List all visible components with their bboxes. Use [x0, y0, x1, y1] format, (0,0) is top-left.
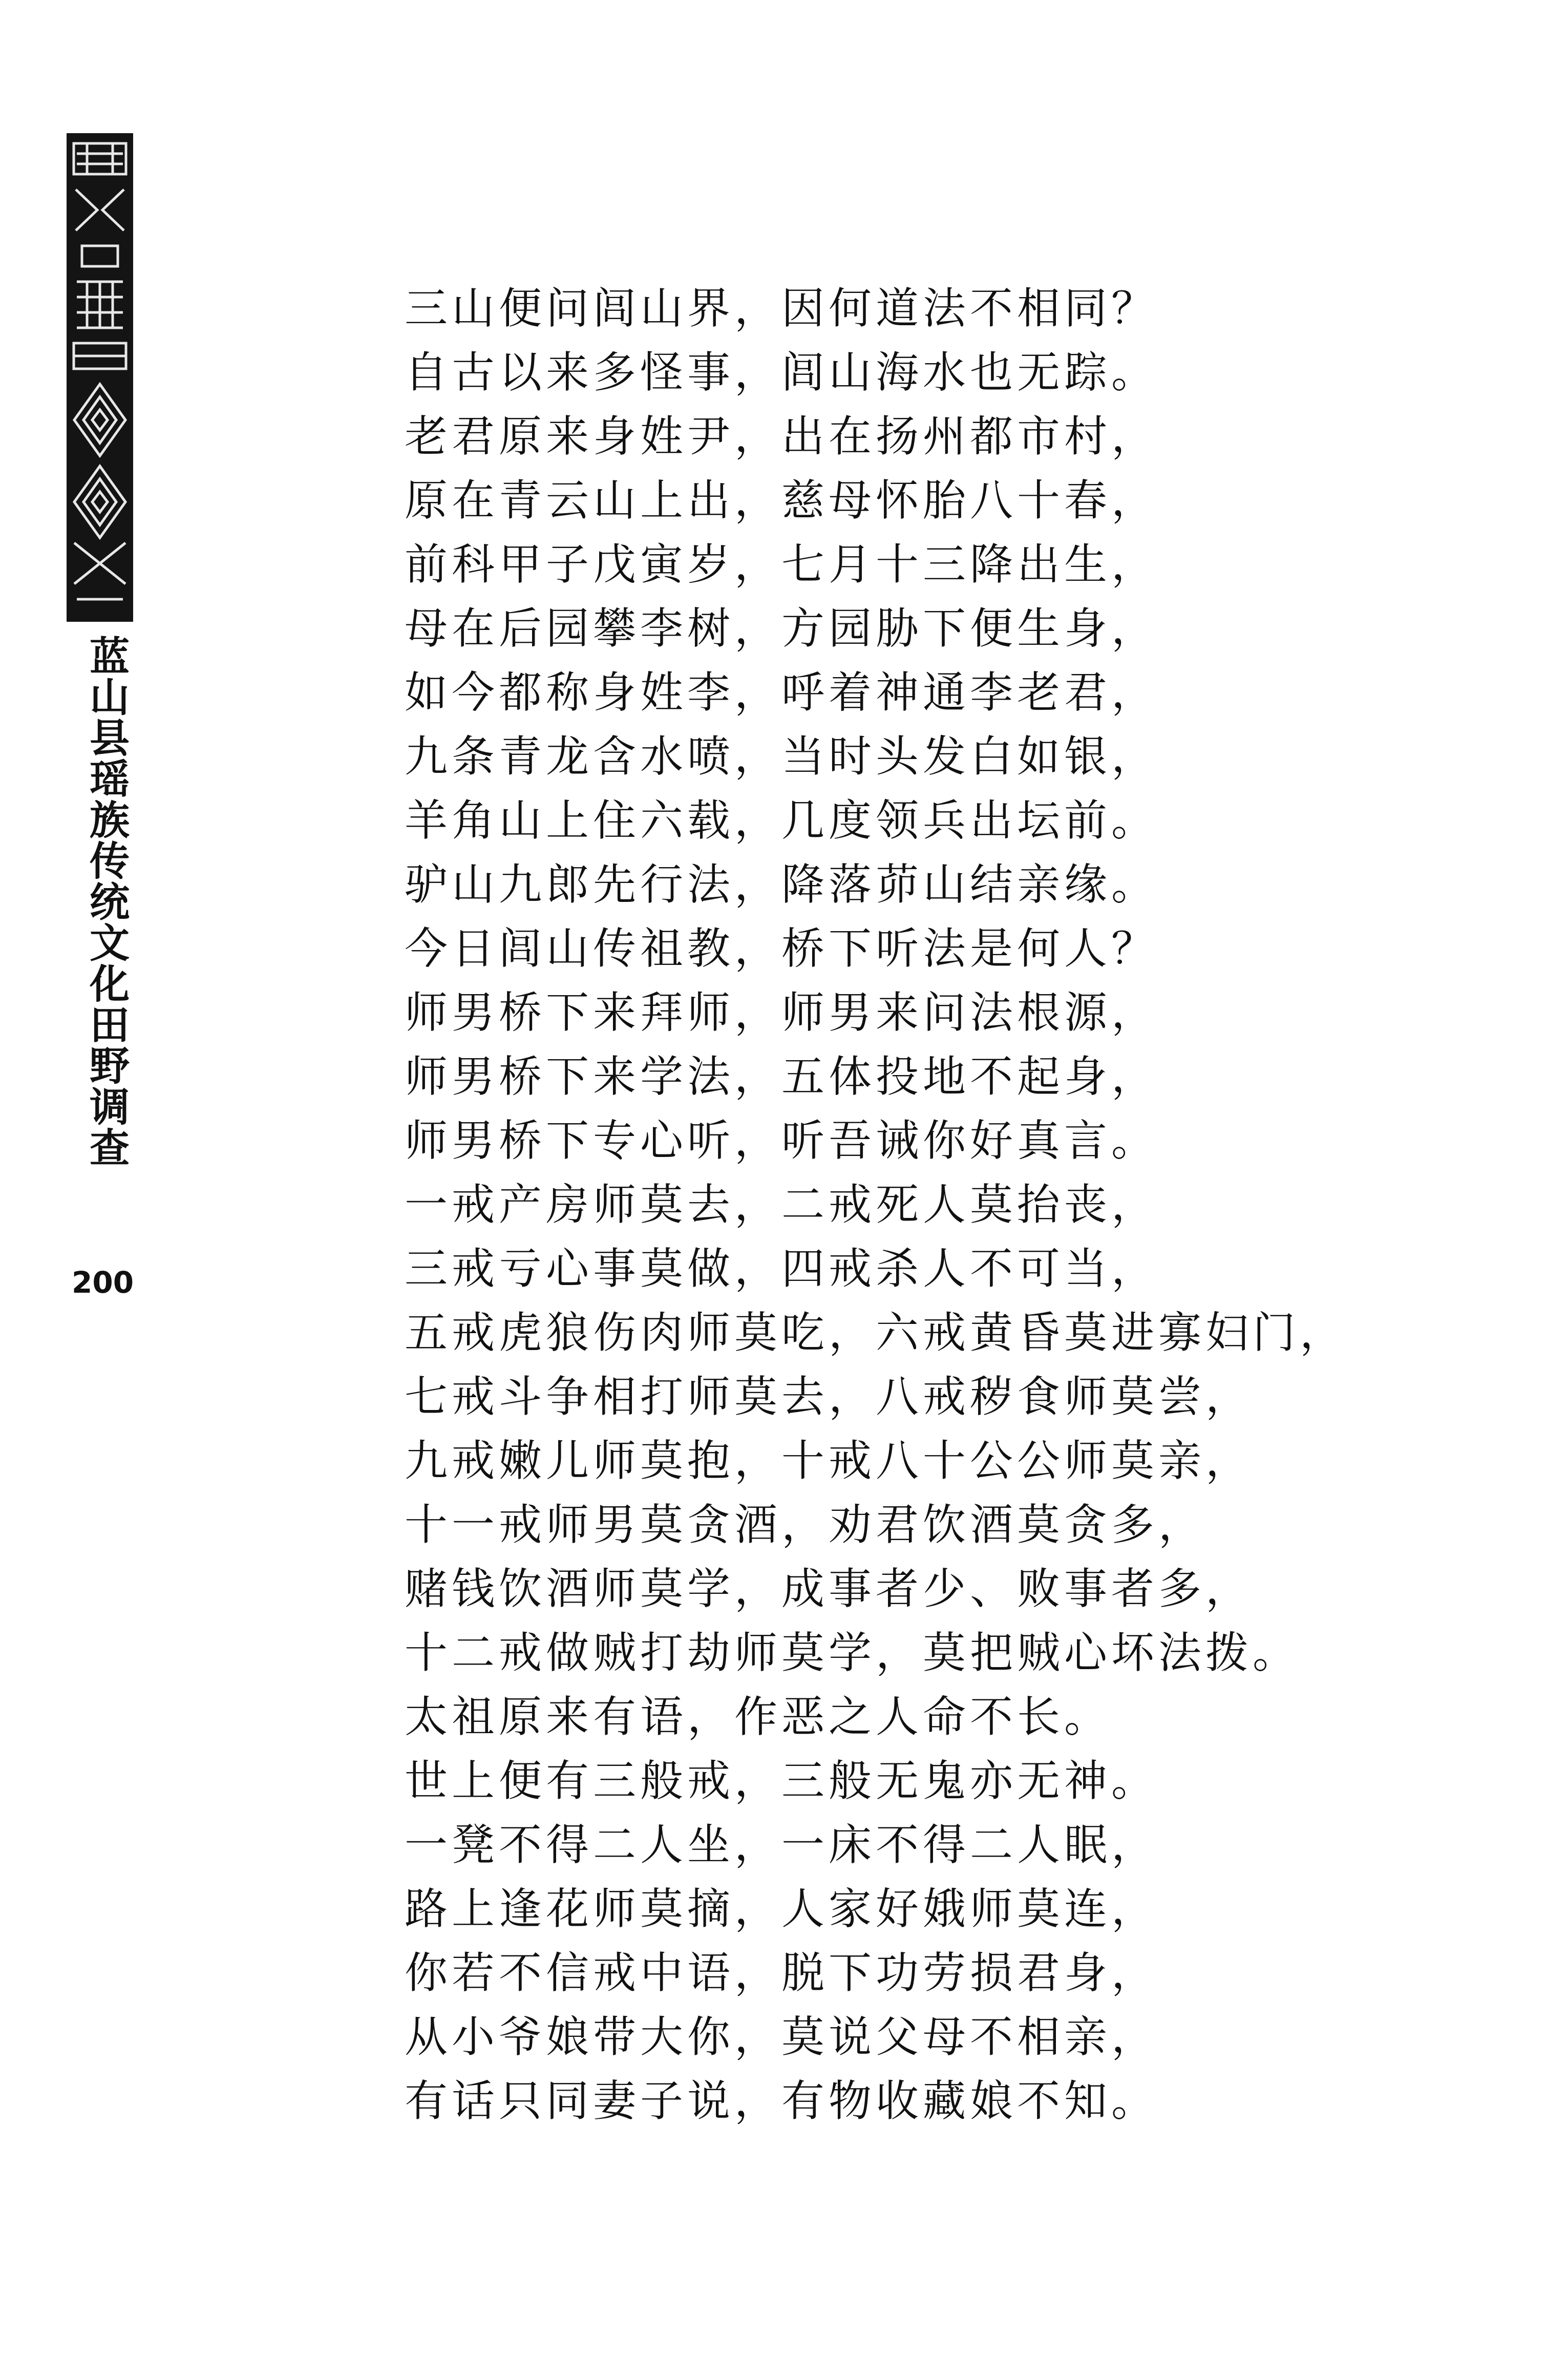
poem-line: 自古以来多怪事，闾山海水也无踪。 — [405, 347, 1159, 397]
poem-line: 你若不信戒中语，脱下功劳损君身， — [405, 1948, 1159, 1998]
poem-line: 路上逢花师莫摘，人家好娥师莫连， — [405, 1884, 1159, 1934]
poem-line: 驴山九郎先行法，降落茆山结亲缘。 — [405, 859, 1159, 910]
poem-line: 三戒亏心事莫做，四戒杀人不可当， — [405, 1244, 1159, 1294]
poem-line: 一凳不得二人坐，一床不得二人眠， — [405, 1820, 1159, 1870]
poem-line: 九戒嫩儿师莫抱，十戒八十公公师莫亲， — [405, 1436, 1253, 1486]
poem-line: 从小爷娘带大你，莫说父母不相亲， — [405, 2012, 1159, 2062]
poem-line: 赌钱饮酒师莫学，成事者少、败事者多， — [405, 1564, 1253, 1614]
poem-body — [405, 277, 1531, 2133]
poem-line: 羊角山上住六载，几度领兵出坛前。 — [405, 795, 1159, 846]
poem-line: 母在后园攀李树，方园胁下便生身， — [405, 603, 1159, 654]
poem-line: 老君原来身姓尹，出在扬州都市村， — [405, 411, 1159, 461]
poem-line: 一戒产房师莫去，二戒死人莫抬丧， — [405, 1180, 1159, 1230]
poem-line: 如今都称身姓李，呼着神通李老君， — [405, 667, 1159, 718]
poem-line: 今日闾山传祖教，桥下听法是何人？ — [405, 923, 1159, 974]
decorative-ornament-strip — [67, 133, 133, 622]
page-number: 200 — [72, 1265, 134, 1300]
poem-line: 原在青云山上出，慈母怀胎八十春， — [405, 475, 1159, 525]
poem-line: 九条青龙含水喷，当时头发白如银， — [405, 731, 1159, 782]
poem-line: 十一戒师男莫贪酒，劝君饮酒莫贪多， — [405, 1500, 1206, 1550]
book-title: 蓝山县瑶族传统文化田野调查 — [83, 635, 129, 1168]
poem-line: 师男桥下来学法，五体投地不起身， — [405, 1051, 1159, 1102]
poem-line: 有话只同妻子说，有物收藏娘不知。 — [405, 2076, 1159, 2126]
poem-line: 七戒斗争相打师莫去，八戒秽食师莫尝， — [405, 1372, 1253, 1422]
poem-line: 五戒虎狼伤肉师莫吃，六戒黄昏莫进寡妇门， — [405, 1308, 1347, 1358]
poem-line: 师男桥下专心听，听吾诫你好真言。 — [405, 1115, 1159, 1166]
poem-line: 太祖原来有语，作恶之人命不长。 — [405, 1692, 1112, 1742]
poem-line: 世上便有三般戒，三般无鬼亦无神。 — [405, 1756, 1159, 1806]
poem-line: 师男桥下来拜师，师男来问法根源， — [405, 987, 1159, 1038]
poem-line: 三山便问闾山界，因何道法不相同？ — [405, 283, 1159, 333]
poem-line: 十二戒做贼打劫师莫学，莫把贼心坏法拨。 — [405, 1628, 1300, 1678]
poem-line: 前科甲子戊寅岁，七月十三降出生， — [405, 539, 1159, 589]
